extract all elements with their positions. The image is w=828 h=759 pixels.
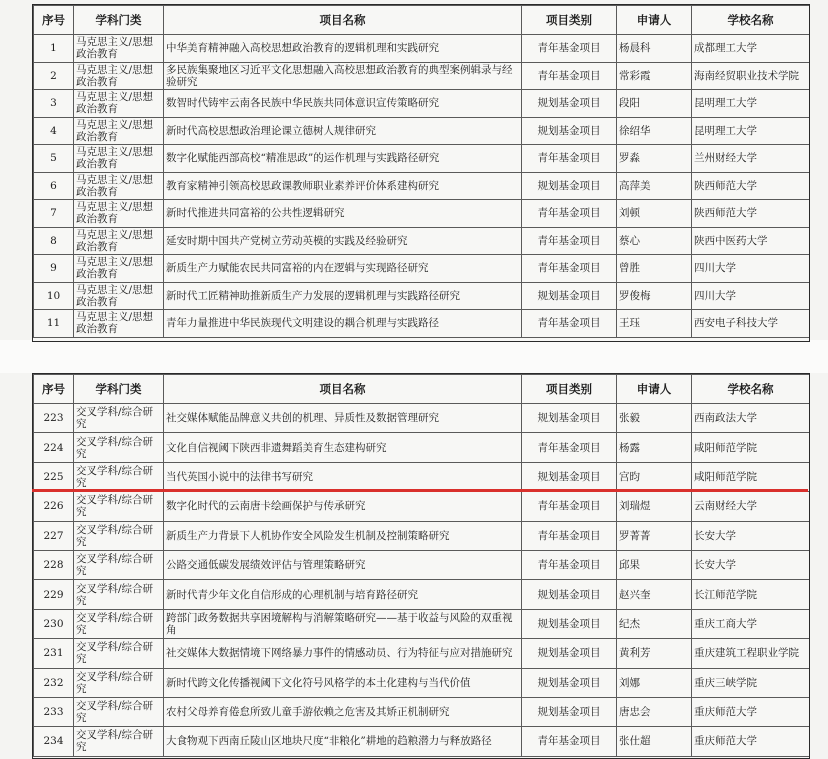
category-cell: 交叉学科/综合研究 [74,404,164,433]
seq-cell: 225 [34,462,74,491]
school-cell: 陕西师范大学 [692,172,810,200]
project-name-cell: 农村父母养育倦怠所致儿童手游依赖之危害及其矫正机制研究 [164,697,522,726]
applicant-cell: 王珏 [617,310,692,338]
seq-cell: 231 [34,639,74,668]
project-name-cell: 数字化赋能西部高校“精准思政”的运作机理与实践路径研究 [164,145,522,173]
header-cell: 学科门类 [74,6,164,35]
applicant-cell: 罗俊梅 [617,282,692,310]
seq-cell: 2 [34,62,74,90]
seq-cell: 234 [34,727,74,756]
seq-cell: 233 [34,697,74,726]
type-cell: 青年基金项目 [522,521,617,550]
project-name-cell: 大食物观下西南丘陵山区地块尺度“非粮化”耕地的趋粮潜力与释放路径 [164,727,522,756]
category-cell: 马克思主义/思想政治教育 [74,310,164,338]
table-row [34,668,810,697]
table-row [34,35,810,63]
type-cell: 规划基金项目 [522,668,617,697]
category-cell: 马克思主义/思想政治教育 [74,255,164,283]
applicant-cell: 赵兴奎 [617,580,692,609]
seq-cell: 9 [34,255,74,283]
applicant-cell: 高萍美 [617,172,692,200]
applicant-cell: 唐忠会 [617,697,692,726]
type-cell: 规划基金项目 [522,282,617,310]
project-name-cell: 新时代工匠精神助推新质生产力发展的逻辑机理与实践路径研究 [164,282,522,310]
project-name-cell: 跨部门政务数据共享困境解构与消解策略研究——基于收益与风险的双重视角 [164,609,522,638]
category-cell: 交叉学科/综合研究 [74,580,164,609]
header-cell: 项目类别 [522,375,617,404]
category-cell: 马克思主义/思想政治教育 [74,145,164,173]
applicant-cell: 段阳 [617,90,692,118]
category-cell: 交叉学科/综合研究 [74,668,164,697]
category-cell: 交叉学科/综合研究 [74,727,164,756]
top-table-panel [32,4,810,342]
table-row [34,697,810,726]
seq-cell: 5 [34,145,74,173]
table-row [34,550,810,579]
seq-cell: 224 [34,433,74,462]
table-row [34,727,810,756]
type-cell: 青年基金项目 [522,433,617,462]
category-cell: 交叉学科/综合研究 [74,492,164,521]
school-cell: 西安电子科技大学 [692,310,810,338]
school-cell: 成都理工大学 [692,35,810,63]
type-cell: 青年基金项目 [522,62,617,90]
seq-cell: 226 [34,492,74,521]
table-row [34,580,810,609]
table-row [34,433,810,462]
school-cell: 长安大学 [692,550,810,579]
school-cell: 陕西师范大学 [692,200,810,228]
school-cell: 重庆建筑工程职业学院 [692,639,810,668]
header-cell: 学科门类 [74,375,164,404]
header-cell: 申请人 [617,6,692,35]
category-cell: 交叉学科/综合研究 [74,697,164,726]
project-name-cell: 公路交通低碳发展绩效评估与管理策略研究 [164,550,522,579]
category-cell: 马克思主义/思想政治教育 [74,35,164,63]
header-cell: 申请人 [617,375,692,404]
school-cell: 重庆三峡学院 [692,668,810,697]
applicant-cell: 刘顿 [617,200,692,228]
table-row [34,310,810,338]
category-cell: 交叉学科/综合研究 [74,550,164,579]
category-cell: 马克思主义/思想政治教育 [74,282,164,310]
table-row [34,282,810,310]
seq-cell: 3 [34,90,74,118]
header-cell: 项目类别 [522,6,617,35]
project-name-cell: 新时代青少年文化自信形成的心理机制与培育路径研究 [164,580,522,609]
type-cell: 规划基金项目 [522,90,617,118]
school-cell: 兰州财经大学 [692,145,810,173]
project-name-cell: 新时代跨文化传播视阈下文化符号风格学的本土化建构与当代价值 [164,668,522,697]
seq-cell: 1 [34,35,74,63]
type-cell: 规划基金项目 [522,172,617,200]
type-cell: 规划基金项目 [522,117,617,145]
type-cell: 规划基金项目 [522,609,617,638]
category-cell: 交叉学科/综合研究 [74,521,164,550]
applicant-cell: 宫昀 [617,462,692,491]
seq-cell: 230 [34,609,74,638]
project-name-cell: 社交媒体大数据情境下网络暴力事件的情感动员、行为特征与应对措施研究 [164,639,522,668]
category-cell: 马克思主义/思想政治教育 [74,172,164,200]
table-header-row [34,6,810,35]
header-cell: 序号 [34,6,74,35]
school-cell: 西南政法大学 [692,404,810,433]
project-name-cell: 数智时代铸牢云南各民族中华民族共同体意识宣传策略研究 [164,90,522,118]
type-cell: 规划基金项目 [522,462,617,491]
seq-cell: 10 [34,282,74,310]
type-cell: 规划基金项目 [522,697,617,726]
type-cell: 青年基金项目 [522,255,617,283]
table-row [34,492,810,521]
seq-cell: 11 [34,310,74,338]
applicant-cell: 曾胜 [617,255,692,283]
category-cell: 交叉学科/综合研究 [74,462,164,491]
seq-cell: 6 [34,172,74,200]
school-cell: 咸阳师范学院 [692,433,810,462]
type-cell: 青年基金项目 [522,200,617,228]
table-row [34,255,810,283]
header-cell: 项目名称 [164,375,522,404]
seq-cell: 228 [34,550,74,579]
table-row [34,200,810,228]
table-row [34,117,810,145]
applicant-cell: 邱果 [617,550,692,579]
type-cell: 青年基金项目 [522,492,617,521]
applicant-cell: 黄利芳 [617,639,692,668]
bottom-table-panel [32,373,810,759]
applicant-cell: 刘娜 [617,668,692,697]
project-name-cell: 多民族集聚地区习近平文化思想融入高校思想政治教育的典型案例辑录与经验研究 [164,62,522,90]
panel-gap [0,340,828,373]
header-cell: 序号 [34,375,74,404]
type-cell: 规划基金项目 [522,580,617,609]
category-cell: 交叉学科/综合研究 [74,609,164,638]
school-cell: 长江师范学院 [692,580,810,609]
table-row [34,639,810,668]
project-name-cell: 社交媒体赋能品牌意义共创的机理、异质性及数据管理研究 [164,404,522,433]
seq-cell: 4 [34,117,74,145]
table-row [34,462,810,491]
category-cell: 交叉学科/综合研究 [74,639,164,668]
applicant-cell: 蔡心 [617,227,692,255]
type-cell: 青年基金项目 [522,227,617,255]
school-cell: 长安大学 [692,521,810,550]
category-cell: 马克思主义/思想政治教育 [74,62,164,90]
seq-cell: 223 [34,404,74,433]
school-cell: 海南经贸职业技术学院 [692,62,810,90]
school-cell: 重庆师范大学 [692,697,810,726]
school-cell: 陕西中医药大学 [692,227,810,255]
table-row [34,90,810,118]
header-cell: 项目名称 [164,6,522,35]
red-highlight-line [32,489,808,492]
applicant-cell: 刘瑞煜 [617,492,692,521]
seq-cell: 232 [34,668,74,697]
project-table-top [33,5,810,338]
type-cell: 青年基金项目 [522,727,617,756]
table-row [34,609,810,638]
project-name-cell: 青年力量推进中华民族现代文明建设的耦合机理与实践路径 [164,310,522,338]
school-cell: 昆明理工大学 [692,90,810,118]
applicant-cell: 纪杰 [617,609,692,638]
school-cell: 云南财经大学 [692,492,810,521]
table-row [34,145,810,173]
seq-cell: 8 [34,227,74,255]
seq-cell: 7 [34,200,74,228]
type-cell: 规划基金项目 [522,639,617,668]
project-name-cell: 文化自信视阈下陕西非遗舞蹈美育生态建构研究 [164,433,522,462]
school-cell: 四川大学 [692,255,810,283]
table-row [34,404,810,433]
school-cell: 重庆师范大学 [692,727,810,756]
table-row [34,62,810,90]
school-cell: 咸阳师范学院 [692,462,810,491]
applicant-cell: 常彩霞 [617,62,692,90]
applicant-cell: 徐绍华 [617,117,692,145]
table-header-row [34,375,810,404]
table-row [34,227,810,255]
project-name-cell: 新质生产力背景下人机协作安全风险发生机制及控制策略研究 [164,521,522,550]
project-name-cell: 新时代推进共同富裕的公共性逻辑研究 [164,200,522,228]
project-name-cell: 延安时期中国共产党树立劳动英模的实践及经验研究 [164,227,522,255]
category-cell: 马克思主义/思想政治教育 [74,90,164,118]
header-cell: 学校名称 [692,375,810,404]
type-cell: 青年基金项目 [522,35,617,63]
category-cell: 交叉学科/综合研究 [74,433,164,462]
applicant-cell: 杨露 [617,433,692,462]
category-cell: 马克思主义/思想政治教育 [74,117,164,145]
applicant-cell: 罗菁菁 [617,521,692,550]
seq-cell: 229 [34,580,74,609]
project-name-cell: 数字化时代的云南唐卡绘画保护与传承研究 [164,492,522,521]
applicant-cell: 张毅 [617,404,692,433]
project-name-cell: 中华美育精神融入高校思想政治教育的逻辑机理和实践研究 [164,35,522,63]
school-cell: 重庆工商大学 [692,609,810,638]
applicant-cell: 张仕超 [617,727,692,756]
project-name-cell: 新时代高校思想政治理论课立德树人规律研究 [164,117,522,145]
school-cell: 四川大学 [692,282,810,310]
applicant-cell: 罗淼 [617,145,692,173]
school-cell: 昆明理工大学 [692,117,810,145]
table-row [34,172,810,200]
applicant-cell: 杨晨科 [617,35,692,63]
project-name-cell: 教育家精神引领高校思政课教师职业素养评价体系建构研究 [164,172,522,200]
type-cell: 青年基金项目 [522,550,617,579]
type-cell: 青年基金项目 [522,145,617,173]
seq-cell: 227 [34,521,74,550]
header-cell: 学校名称 [692,6,810,35]
category-cell: 马克思主义/思想政治教育 [74,200,164,228]
project-name-cell: 新质生产力赋能农民共同富裕的内在逻辑与实现路径研究 [164,255,522,283]
project-table-bottom [33,374,810,757]
table-row [34,521,810,550]
type-cell: 青年基金项目 [522,310,617,338]
category-cell: 马克思主义/思想政治教育 [74,227,164,255]
type-cell: 规划基金项目 [522,404,617,433]
project-name-cell: 当代英国小说中的法律书写研究 [164,462,522,491]
